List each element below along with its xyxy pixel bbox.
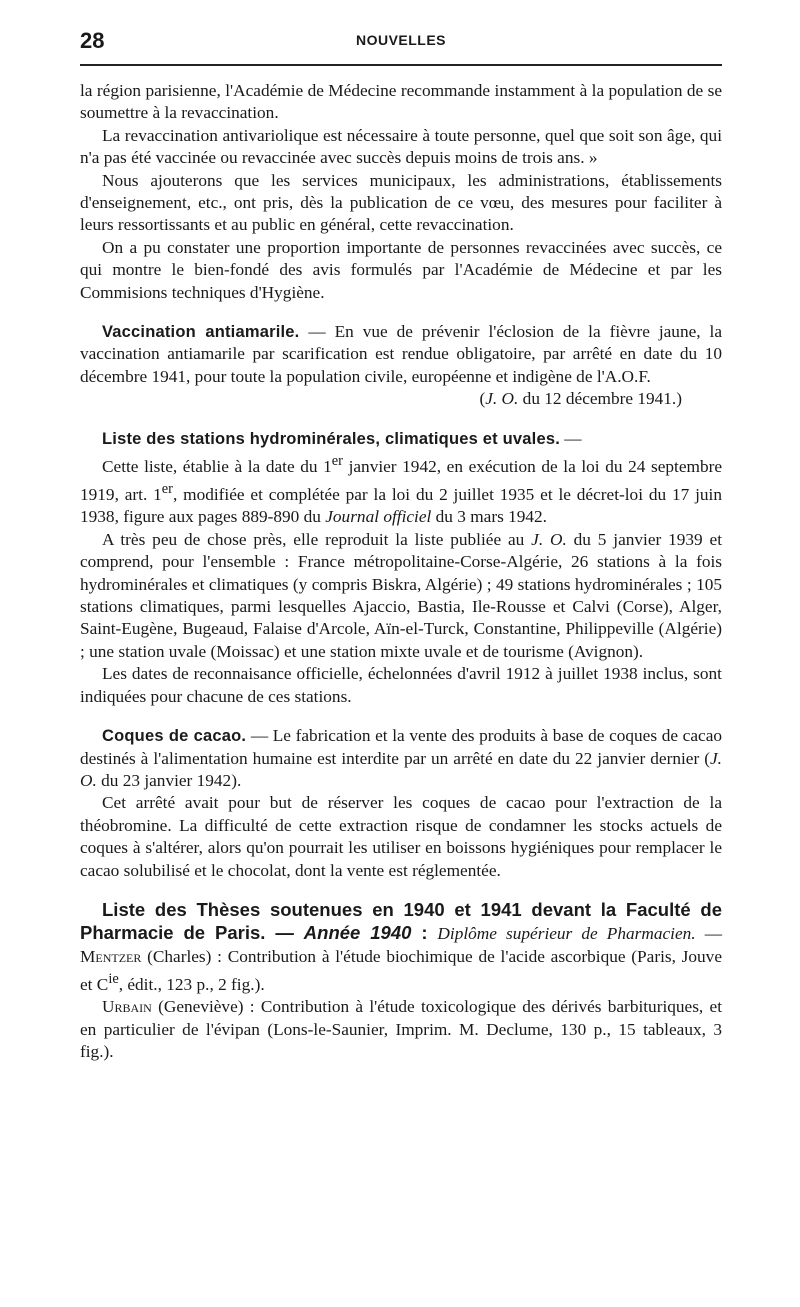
theses-year: Année 1940 — [303, 922, 412, 944]
section-vaccination — [80, 321, 722, 411]
theses-paragraph-2: Urbain (Geneviève) : Contribution à l'étude toxicologique des dérivés barbituriques, et en particulier de l'évipan (Lons-le-Saunier, Imprim. M. Declume, 130 p., 15 tableaux, 3 fig.). — [80, 997, 722, 1062]
intro-paragraph-1: la région parisienne, l'Académie de Médecine recommande instamment à la population de se soumettre à la revaccination. — [80, 81, 722, 123]
cacao-paragraph-2: Cet arrêté avait pour but de réserver les coques de cacao pour l'extraction de la théobromine. La difficulté de cette extraction risque de condamner les stocks actuels de coques à s'altérer, alors qu'on pourrait les utiliser en boissons hygiéniques pour remplacer le cacao solubilisé et le chocolat, dont la vente est réglementée. — [80, 793, 722, 880]
stations-paragraph-2: A très peu de chose près, elle reproduit la liste publiée au J. O. du 5 janvier 1939 et comprend, pour l'ensemble : France métropolitaine-Corse-Algérie, 26 stations à la fois hydrominérales et climatiques (y compris Biskra, Algérie) ; 49 stations hydrominérales ; 105 stations climatiques, parmi lesquelles Ajaccio, Bastia, Ile-Rousse et Calvi (Corse), Alger, Saint-Eugène, Bugeaud, Falaise d'Arcole, Aïn-el-Turck, Constantine, Philippeville (Algérie) ; une station uvale (Moissac) et une station mixte uvale et de tourisme (Avignon). — [80, 529, 723, 661]
stations-heading: Liste des stations hydrominérales, climatiques et uvales. — [102, 429, 560, 448]
journal-officiel: Journal officiel — [325, 507, 432, 527]
vaccination-ref-jo: J. O. — [485, 389, 519, 409]
theses-paragraph-1: Liste des Thèses soutenues en 1940 et 1941 devant la Faculté de Pharmacie de Paris. — Année 1940 : Diplôme supérieur de Pharmacien. — Mentzer (Charles) : Contribution à l'étude biochimique de l'acide ascorbique (Paris, Jouve et $C^{ie}$, édit., 123 p., 2 fig.). — [80, 898, 722, 994]
intro-paragraph-3: Nous ajouterons que les services municipaux, les administrations, établissements d'enseignement, etc., ont pris, dès la publication de ce vœu, des mesures pour faciliter à leurs ressortissants et au public en général, cette revaccination. — [80, 170, 722, 235]
vaccination-reference: (J. O. du 12 décembre 1941.) — [479, 389, 682, 409]
section-theses — [80, 899, 722, 1064]
author-urbain: Urbain — [102, 997, 152, 1017]
sup-ie: ie — [108, 971, 119, 988]
vaccination-heading: Vaccination antiamarile. — [102, 323, 300, 342]
author-mentzer: Mentzer — [80, 946, 142, 966]
running-title: NOUVELLES — [355, 32, 447, 48]
cacao-paragraph-1: Coques de cacao. — Le fabrication et la vente des produits à base de coques de cacao destinés à l'alimentation humaine est interdite par un arrêté en date du 22 janvier dernier (J. O. du 23 janvier 1942). — [80, 726, 722, 790]
vaccination-paragraph — [80, 321, 722, 388]
section-stations — [80, 428, 722, 708]
theses-diploma: Diplôme supérieur de Pharmacien. — [437, 924, 696, 944]
vaccination-ref-date: du 12 décembre 1941.) — [518, 389, 682, 409]
section-cacao — [80, 725, 722, 882]
stations-paragraph-3: Les dates de reconnaisance officielle, échelonnées d'avril 1912 à juillet 1938 inclus, sont indiquées pour chacune de ces stations. — [80, 664, 722, 706]
stations-heading-line — [80, 428, 722, 450]
stations-paragraph-1: Cette liste, établie à la date du 1er janvier 1942, en exécution de la loi du 24 septembre 1919, art. 1er, modifiée et complétée par la loi du 2 juillet 1935 et le décret-loi du 17 juin 1938, figure aux pages 889-890 du Journal officiel du 3 mars 1942. — [80, 453, 723, 527]
header-rule — [80, 64, 722, 66]
sup-er: er — [331, 453, 343, 470]
page-body — [80, 80, 722, 1064]
intro-paragraph-4: On a pu constater une proportion importante de personnes revaccinées avec succès, ce qui montre le bien-fondé des avis formulés par l'Académie de Médecine et par les Commisions techniques d'Hygiène. — [80, 237, 722, 302]
cacao-heading: Coques de cacao. — [102, 727, 247, 746]
page-number: 28 — [80, 28, 105, 53]
page-header — [80, 28, 722, 62]
intro-paragraph-2: La revaccination antivariolique est nécessaire à toute personne, quel que soit son âge, qui n'a pas été vaccinée ou revaccinée avec succès depuis moins de trois ans. » — [80, 125, 722, 168]
vaccination-text: — En vue de prévenir l'éclosion de la fièvre jaune, la vaccination antiamarile par scarification est rendue obligatoire, par arrêté en date du 10 décembre 1941, pour toute la population civile, européenne et indigène de l'A.O.F. — [80, 322, 723, 386]
theses-heading: Liste des Thèses soutenues en 1940 et 1941 devant la Faculté de Pharmacie de Paris. — — [80, 898, 722, 944]
stations-dash: — — [559, 428, 582, 448]
sup-er-2: er — [161, 481, 173, 498]
